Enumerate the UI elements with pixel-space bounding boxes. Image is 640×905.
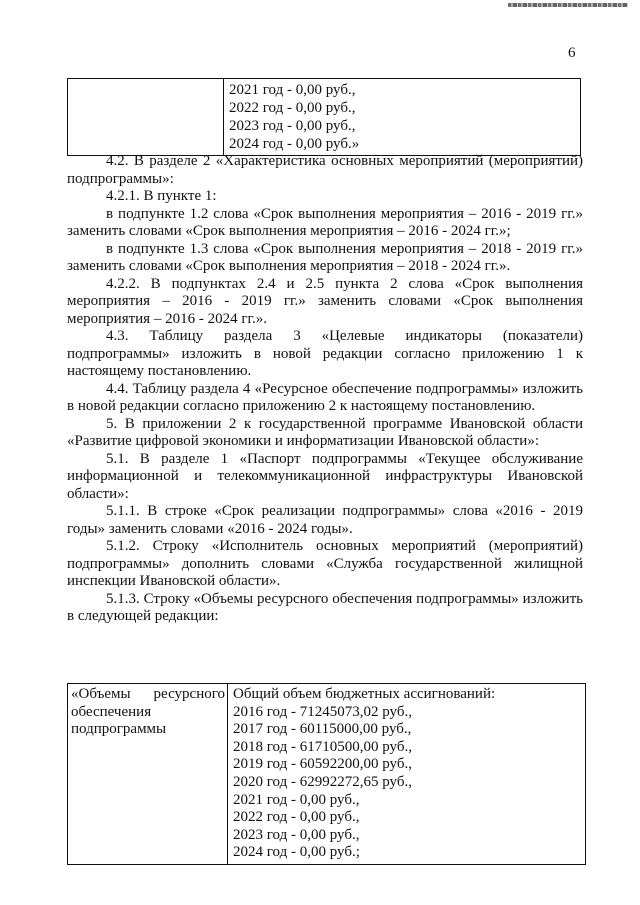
table-line: 2018 год - 61710500,00 руб., — [233, 738, 412, 755]
paragraph-4-4: 4.4. Таблицу раздела 4 «Ресурсное обеспечение подпрограммы» изложить в новой редакции согласно приложению 2 к настоящему постановлению. — [67, 380, 583, 414]
resource-table-label: «Объемы ресурсного обеспечения подпрограммы — [71, 686, 225, 738]
paragraph-4-2-1: 4.2.1. В пункте 1: — [106, 188, 217, 204]
table-line: 2021 год - 0,00 руб., — [233, 791, 360, 808]
table-line: 2024 год - 0,00 руб.» — [229, 136, 360, 152]
table-line: 2022 год - 0,00 руб., — [229, 100, 356, 116]
paragraph-5-1-2: 5.1.2. Строку «Исполнитель основных мероприятий (мероприятий) подпрограммы» дополнить словами «Служба государственной жилищной инспекции Ивановской области». — [67, 538, 583, 589]
table-line: 2024 год - 0,00 руб.; — [233, 844, 360, 861]
paragraph-5-1: 5.1. В разделе 1 «Паспорт подпрограммы «Текущее обслуживание информационной и телекоммуникационной инфраструктуры Ивановской области»: — [67, 450, 583, 502]
paragraph-5-1-1: 5.1.1. В строке «Срок реализации подпрограммы» слова «2016 - 2019 годы» заменить словами «2016 - 2024 годы». — [67, 503, 583, 537]
table-line: 2023 год - 0,00 руб., — [233, 826, 360, 843]
document-body — [67, 153, 583, 626]
resource-table-label-cell — [68, 684, 228, 865]
resource-table-values-cell — [228, 684, 586, 865]
table-line: Общий объем бюджетных ассигнований: — [233, 686, 496, 702]
table-line: 2020 год - 62992272,65 руб., — [233, 773, 412, 790]
top-table-right-cell — [224, 79, 581, 156]
paragraph-subitem-1-2: в подпункте 1.2 слова «Срок выполнения мероприятия – 2016 - 2019 гг.» заменить словами «Срок выполнения мероприятия – 2016 - 2024 гг.»; — [67, 205, 583, 239]
table-line: 2021 год - 0,00 руб., — [229, 82, 356, 98]
paragraph-4-2: 4.2. В разделе 2 «Характеристика основных мероприятий (мероприятий) подпрограммы»: — [67, 153, 583, 187]
top-table-left-cell — [68, 79, 224, 156]
top-table — [67, 78, 581, 156]
scan-artifact — [508, 3, 628, 7]
paragraph-4-2-2: 4.2.2. В подпунктах 2.4 и 2.5 пункта 2 слова «Срок выполнения мероприятия – 2016 - 2019 гг.» заменить словами «Срок выполнения мероприятия – 2016 - 2024 гг.». — [67, 275, 583, 327]
resource-table — [67, 683, 586, 865]
paragraph-5: 5. В приложении 2 к государственной программе Ивановской области «Развитие цифровой экономики и информатизации Ивановской области»: — [67, 415, 583, 449]
table-line: 2022 год - 0,00 руб., — [233, 809, 360, 826]
table-line: 2016 год - 71245073,02 руб., — [233, 703, 412, 720]
page-number: 6 — [568, 45, 576, 61]
paragraph-subitem-1-3: в подпункте 1.3 слова «Срок выполнения мероприятия – 2018 - 2019 гг.» заменить словами «Срок выполнения мероприятия – 2018 - 2024 гг.». — [67, 240, 583, 274]
table-line: 2019 год - 60592200,00 руб., — [233, 756, 412, 773]
paragraph-4-3: 4.3. Таблицу раздела 3 «Целевые индикаторы (показатели) подпрограммы» изложить в новой редакции согласно приложению 1 к настоящему постановлению. — [67, 328, 583, 379]
table-line: 2023 год - 0,00 руб., — [229, 118, 356, 134]
paragraph-5-1-3: 5.1.3. Строку «Объемы ресурсного обеспечения подпрограммы» изложить в следующей редакции: — [67, 590, 583, 624]
table-line: 2017 год - 60115000,00 руб., — [233, 721, 412, 738]
